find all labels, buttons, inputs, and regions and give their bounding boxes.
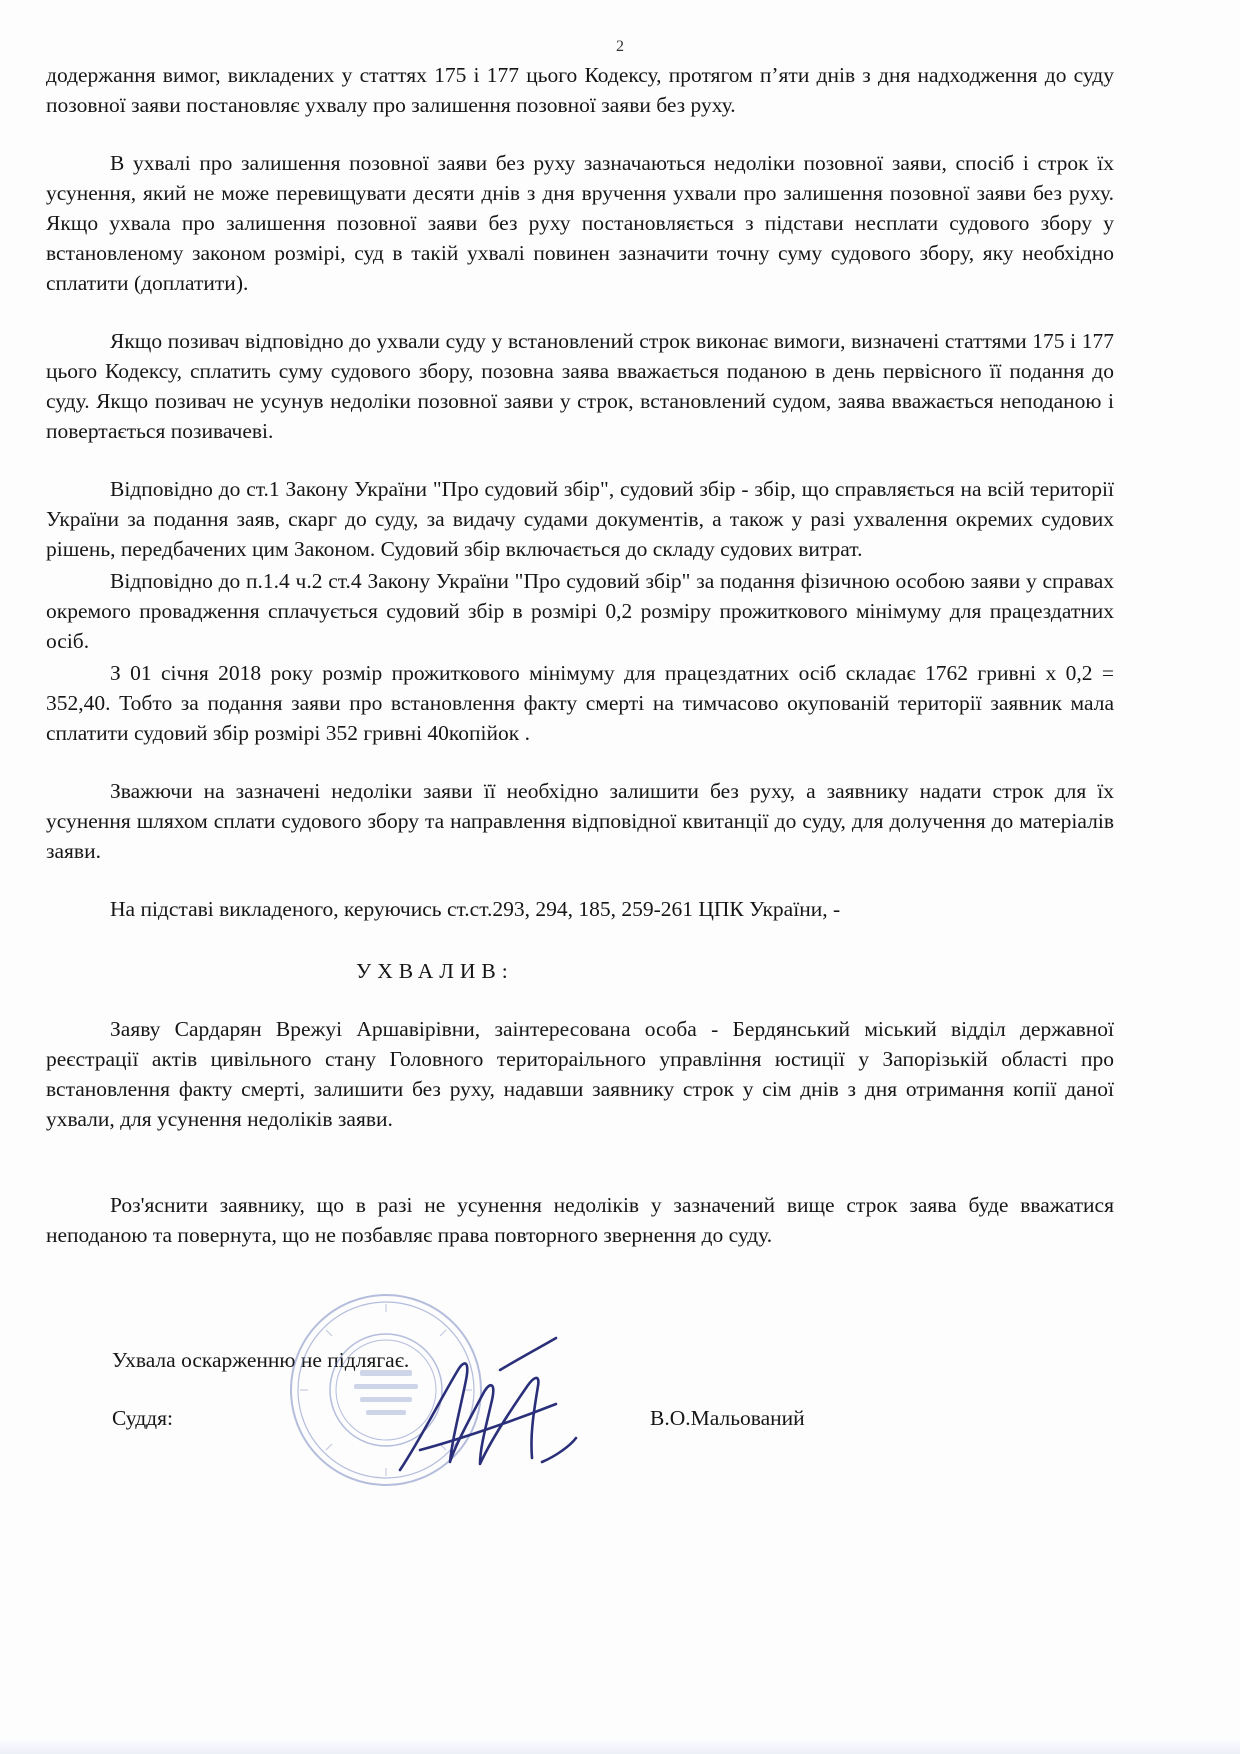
judge-label: Суддя: [112, 1406, 173, 1430]
decision-paragraph-1: Заяву Сардарян Врежуі Аршавірівни, заінтересована особа - Бердянський міський відділ державної реєстрації актів цивільного стану Головного територаільного управління юстиції у Запорізькій області про встановлення факту смерті, залишити без руху, надавши заявнику строк у сім днів з дня отримання копії даної ухвали, для усунення недоліків заяви. [46, 1017, 1114, 1131]
judge-signature-icon [380, 1330, 580, 1490]
paragraph-2: В ухвалі про залишення позовної заяви без руху зазначаються недоліки позовної заяви, спосіб і строк їх усунення, який не може перевищувати десяти днів з дня вручення ухвали про залишення позовної заяви без руху. Якщо ухвала про залишення позовної заяви без руху постановляється з підстави несплати судового збору у встановленому законом розмірі, суд в такій ухвалі повинен зазначити точну суму судового збору, яку необхідно сплатити (доплатити). [46, 151, 1114, 295]
decision-paragraph-2: Роз'яснити заявнику, що в разі не усунення недоліків у зазначений вище строк заява буде вважатися неподаною та повернута, що не позбавляє права повторного звернення до суду. [46, 1193, 1114, 1247]
paragraph-1: додержання вимог, викладених у статтях 175 і 177 цього Кодексу, протягом п’яти днів з дня надходження до суду позовної заяви постановляє ухвалу про залишення позовної заяви без руху. [46, 63, 1114, 117]
decision-title: УХВАЛИВ: [356, 959, 514, 983]
paragraph-4: Відповідно до ст.1 Закону України "Про судовий збір", судовий збір - збір, що справляється на всій території України за подання заяв, скарг до суду, за видачу судами документів, а також у разі ухвалення окремих судових рішень, передбачених цим Законом. Судовий збір включається до складу судових витрат. [46, 477, 1114, 561]
paragraph-3: Якщо позивач відповідно до ухвали суду у встановлений строк виконає вимоги, визначені статтями 175 і 177 цього Кодексу, сплатить суму судового збору, позовна заява вважається поданою в день первісного її подання до суду. Якщо позивач не усунув недоліки позовної заяви у строк, встановлений судом, заява вважається неподаною і повертається позивачеві. [46, 329, 1114, 443]
judge-name: В.О.Мальований [650, 1406, 805, 1430]
page-number: 2 [616, 38, 624, 55]
no-appeal-note: Ухвала оскарженню не підлягає. [112, 1348, 410, 1372]
paragraph-7: Зважючи на зазначені недоліки заяви її необхідно залишити без руху, а заявнику надати строк для їх усунення шляхом сплати судового збору та направлення відповідної квитанції до суду, для долучення до матеріалів заяви. [46, 779, 1114, 863]
paragraph-6: З 01 січня 2018 року розмір прожиткового мінімуму для працездатних осіб складає 1762 гривні х 0,2 = 352,40. Тобто за подання заяви про встановлення факту смерті на тимчасово окупованій території заявник мала сплатити судовий збір розмірі 352 гривні 40копійок . [46, 661, 1114, 745]
paragraph-5: Відповідно до п.1.4 ч.2 ст.4 Закону України "Про судовий збір" за подання фізичною особою заяви у справах окремого провадження сплачується судовий збір в розмірі 0,2 розміру прожиткового мінімуму для працездатних осіб. [46, 569, 1114, 653]
scan-edge [0, 1740, 1240, 1754]
paragraph-8: На підставі викладеного, керуючись ст.ст.293, 294, 185, 259-261 ЦПК України, - [110, 897, 841, 921]
document-body [46, 60, 1114, 1250]
